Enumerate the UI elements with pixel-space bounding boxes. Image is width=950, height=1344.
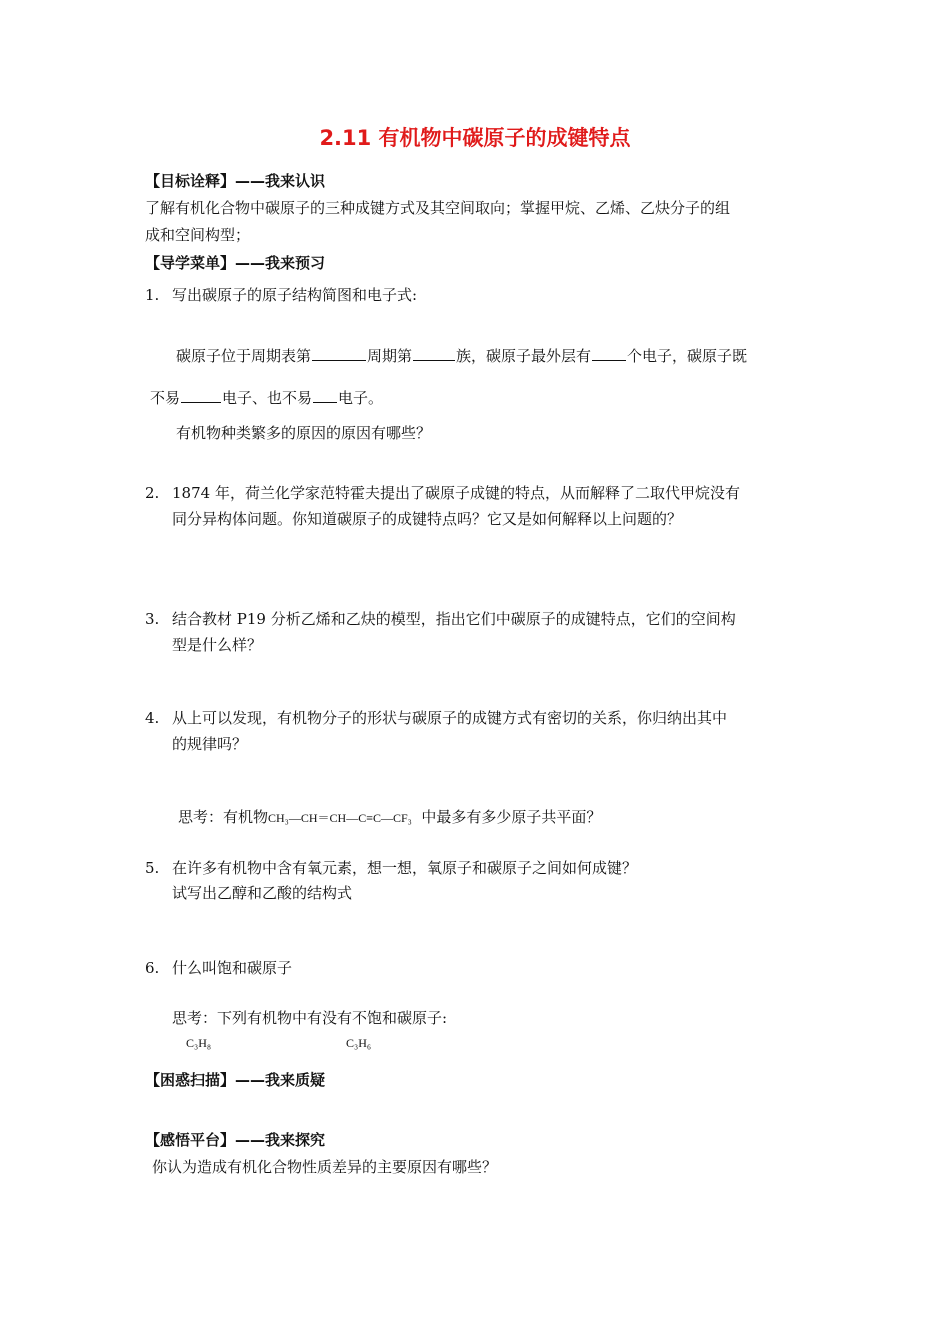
blank-group[interactable] (413, 344, 455, 361)
fill-text-b: 周期第 (367, 347, 413, 365)
fill-text-c: 族，碳原子最外层有 (456, 347, 592, 365)
goal-heading: 【目标诠释】——我来认识 (145, 172, 326, 190)
question-3-line-1: 结合教材 P19 分析乙烯和乙炔的模型，指出它们中碳原子的成键特点，它们的空间构 (172, 610, 736, 628)
question-4-line-2: 的规律吗？ (172, 735, 248, 753)
fill-text-f: 电子、也不易 (222, 389, 313, 407)
question-4-think (178, 806, 601, 829)
question-3-number: 3. (145, 610, 160, 628)
question-3-line-2: 型是什么样？ (172, 636, 263, 654)
guide-heading: 【导学菜单】——我来预习 (145, 254, 326, 272)
think-prefix: 思考：有机物 (178, 808, 269, 826)
goal-text-line-1: 了解有机化合物中碳原子的三种成键方式及其空间取向；掌握甲烷、乙烯、乙炔分子的组 (145, 199, 731, 217)
fill-text-d: 个电子，碳原子既 (627, 347, 748, 365)
think-suffix: 中最多有多少原子共平面？ (421, 808, 602, 826)
fill-text-g: 电子。 (338, 389, 384, 407)
question-6-number: 6. (145, 959, 160, 977)
question-1-followup: 有机物种类繁多的原因的原因有哪些？ (176, 424, 432, 442)
insight-text: 你认为造成有机化合物性质差异的主要原因有哪些？ (152, 1158, 498, 1176)
question-1-fill-line-1 (176, 344, 747, 367)
question-1-fill-line-2 (150, 386, 383, 409)
fill-text-a: 碳原子位于周期表第 (176, 347, 312, 365)
question-1-number: 1. (145, 286, 160, 304)
question-4-number: 4. (145, 709, 160, 727)
blank-electron-count[interactable] (592, 344, 626, 361)
question-6-think: 思考：下列有机物中有没有不饱和碳原子: (172, 1009, 448, 1027)
blank-period[interactable] (312, 344, 366, 361)
question-4-line-1: 从上可以发现，有机物分子的形状与碳原子的成键方式有密切的关系，你归纳出其中 (172, 709, 728, 727)
question-5-number: 5. (145, 859, 160, 877)
question-5-line-2: 试写出乙醇和乙酸的结构式 (172, 884, 353, 902)
fill-text-e: 不易 (150, 389, 181, 407)
question-5-line-1: 在许多有机物中含有氧元素，想一想，氧原子和碳原子之间如何成键？ (172, 859, 638, 877)
question-2-number: 2. (145, 484, 160, 502)
question-2-line-2: 同分异构体问题。你知道碳原子的成键特点吗？它又是如何解释以上问题的？ (172, 510, 683, 528)
question-1-text: 写出碳原子的原子结构简图和电子式: (172, 286, 418, 304)
question-6-text: 什么叫饱和碳原子 (172, 959, 293, 977)
blank-gain[interactable] (313, 386, 337, 403)
think-formula: CH₃—CH＝CH—C≡C—CF₃ (268, 811, 412, 825)
goal-text-line-2: 成和空间构型； (145, 226, 251, 244)
confusion-heading: 【困惑扫描】——我来质疑 (145, 1071, 326, 1089)
blank-lose[interactable] (181, 386, 221, 403)
page-title: 2.11 有机物中碳原子的成键特点 (319, 126, 631, 150)
question-2-line-1: 1874 年，荷兰化学家范特霍夫提出了碳原子成键的特点，从而解释了二取代甲烷没有 (172, 484, 740, 502)
formula-propane: C₃H₈ (186, 1036, 212, 1050)
formula-propene: C₃H₆ (346, 1036, 372, 1050)
insight-heading: 【感悟平台】——我来探究 (145, 1131, 326, 1149)
